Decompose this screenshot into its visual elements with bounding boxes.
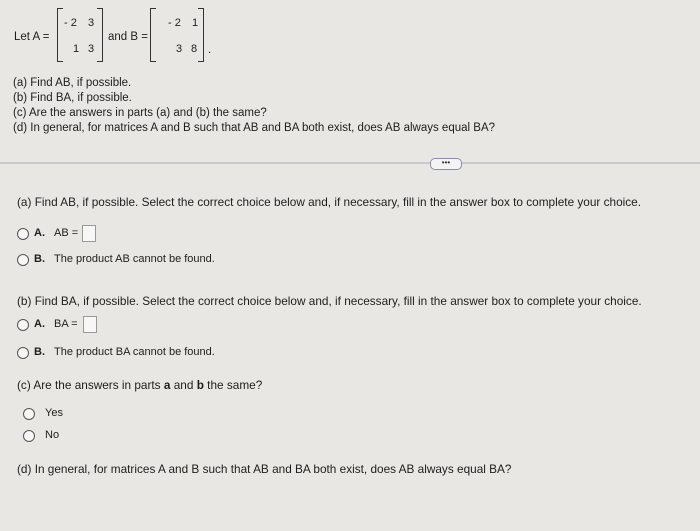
matrix-b-cell: 8 xyxy=(191,43,198,55)
part-c-prompt xyxy=(17,378,262,392)
part-a-option-b-radio[interactable] xyxy=(17,254,29,266)
matrix-b-right-bracket xyxy=(198,8,204,62)
part-b-option-b-text: The product BA cannot be found. xyxy=(54,346,215,358)
part-c-yes-radio[interactable] xyxy=(23,408,35,420)
matrix-b-cell: 3 xyxy=(176,43,183,55)
matrix-b-cell: - 2 xyxy=(168,17,181,29)
part-c-b: b xyxy=(196,378,204,392)
period: . xyxy=(208,44,212,56)
part-c-no-radio[interactable] xyxy=(23,430,35,442)
question-a: (a) Find AB, if possible. xyxy=(13,77,132,89)
matrix-a-right-bracket xyxy=(97,8,103,62)
part-a-option-b-letter: B. xyxy=(34,253,45,265)
question-d: (d) In general, for matrices A and B such that AB and BA both exist, does AB always equal BA? xyxy=(13,122,496,134)
section-divider xyxy=(0,162,700,164)
let-a-label: Let A = xyxy=(14,31,50,43)
matrix-a-cell: - 2 xyxy=(64,17,77,29)
part-a-option-a-letter: A. xyxy=(34,227,45,239)
and-b-label: and B = xyxy=(108,31,148,43)
matrix-b-cell: 1 xyxy=(192,17,199,29)
part-c-no-label: No xyxy=(45,429,60,441)
part-c-and: and xyxy=(170,378,197,392)
part-b-option-a-radio[interactable] xyxy=(17,319,29,331)
question-c: (c) Are the answers in parts (a) and (b) the same? xyxy=(13,107,267,119)
part-c-yes-label: Yes xyxy=(45,407,63,419)
matrix-b-left-bracket xyxy=(150,8,156,62)
part-a-option-b-text: The product AB cannot be found. xyxy=(54,253,215,265)
part-a-option-a-radio[interactable] xyxy=(17,228,29,240)
part-a-prompt: (a) Find AB, if possible. Select the correct choice below and, if necessary, fill in the answer box to complete your choice. xyxy=(17,195,642,209)
part-a-option-a-text: AB = xyxy=(54,227,79,239)
part-b-option-b-radio[interactable] xyxy=(17,347,29,359)
part-b-prompt: (b) Find BA, if possible. Select the correct choice below and, if necessary, fill in the answer box to complete your choice. xyxy=(17,294,642,308)
part-c-a: a xyxy=(163,378,171,392)
part-b-option-a-letter: A. xyxy=(34,318,45,330)
part-c-prompt-pre: (c) Are the answers in parts xyxy=(17,378,164,392)
ab-answer-box[interactable] xyxy=(82,225,96,242)
part-c-prompt-post: the same? xyxy=(203,378,263,392)
matrix-a-left-bracket xyxy=(57,8,63,62)
part-b-option-a-text: BA = xyxy=(54,318,78,330)
matrix-a-cell: 3 xyxy=(88,43,95,55)
ba-answer-box[interactable] xyxy=(83,316,97,333)
part-d-prompt: (d) In general, for matrices A and B such that AB and BA both exist, does AB always equal BA? xyxy=(17,462,512,476)
part-b-option-b-letter: B. xyxy=(34,346,45,358)
question-b: (b) Find BA, if possible. xyxy=(13,92,132,104)
matrix-a-cell: 1 xyxy=(73,43,80,55)
matrix-a-cell: 3 xyxy=(88,17,95,29)
expand-more-button[interactable]: ••• xyxy=(430,158,462,170)
